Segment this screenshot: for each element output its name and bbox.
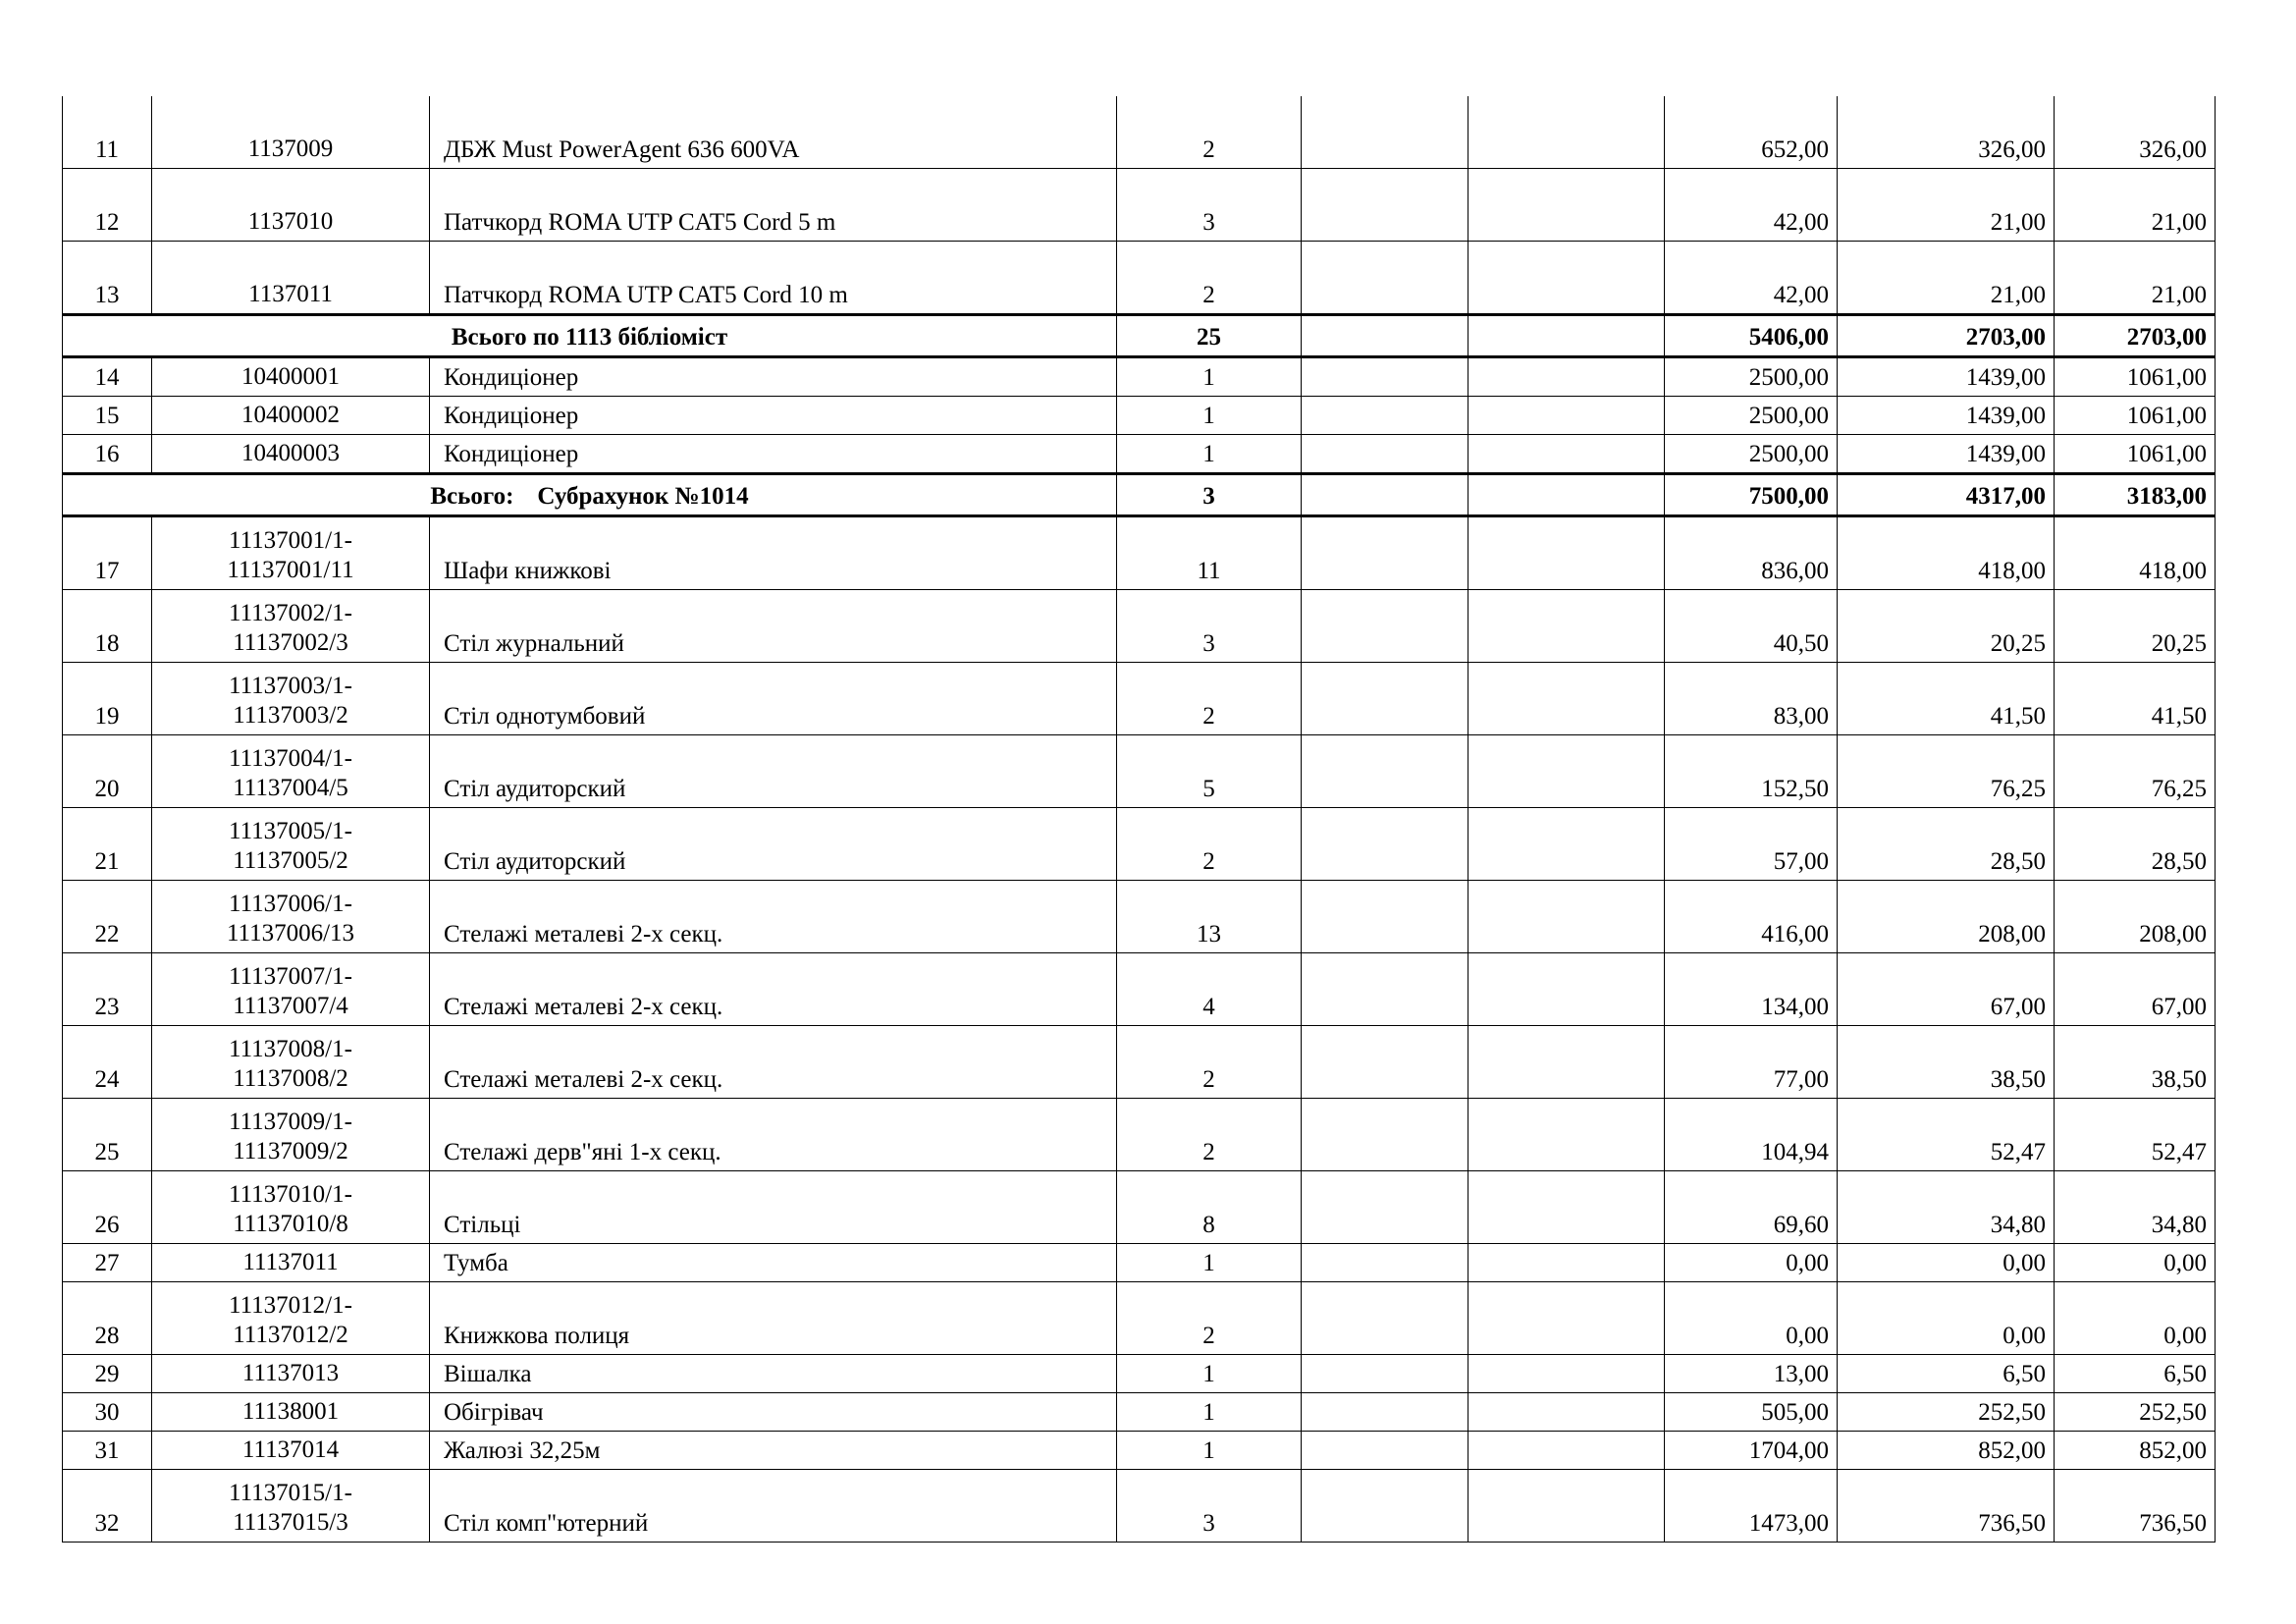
table-row bbox=[63, 881, 2216, 953]
initial-value: 69,60 bbox=[1665, 1171, 1838, 1244]
wear-value: 76,25 bbox=[1838, 735, 2055, 808]
empty-col5 bbox=[1302, 1432, 1468, 1470]
table-row bbox=[63, 242, 2216, 315]
empty-col6 bbox=[1468, 1393, 1665, 1432]
empty-col6 bbox=[1468, 242, 1665, 315]
inventory-code-line: 11137009/1- bbox=[229, 1109, 352, 1135]
subtotal-label bbox=[63, 474, 1117, 516]
residual-value: 67,00 bbox=[2055, 953, 2216, 1026]
wear-value: 41,50 bbox=[1838, 663, 2055, 735]
table-row bbox=[63, 1099, 2216, 1171]
item-quantity: 4 bbox=[1117, 953, 1302, 1026]
wear-value: 418,00 bbox=[1838, 516, 2055, 590]
table-row bbox=[63, 169, 2216, 242]
row-number: 28 bbox=[63, 1282, 152, 1355]
row-number: 27 bbox=[63, 1244, 152, 1282]
empty-col5 bbox=[1302, 516, 1468, 590]
inventory-code-line: 10400001 bbox=[241, 363, 340, 390]
table-row bbox=[63, 1355, 2216, 1393]
residual-value: 6,50 bbox=[2055, 1355, 2216, 1393]
empty-col6 bbox=[1468, 435, 1665, 474]
initial-value: 40,50 bbox=[1665, 590, 1838, 663]
initial-value: 134,00 bbox=[1665, 953, 1838, 1026]
inventory-code-line: 11137005/1- bbox=[229, 818, 352, 844]
empty-col6 bbox=[1468, 357, 1665, 397]
subtotal-wear-value: 2703,00 bbox=[1838, 315, 2055, 357]
item-name: Жалюзі 32,25м bbox=[430, 1432, 1117, 1470]
empty-col6 bbox=[1468, 1099, 1665, 1171]
wear-value: 21,00 bbox=[1838, 169, 2055, 242]
inventory-code-line: 11137012/2 bbox=[233, 1322, 348, 1348]
initial-value: 0,00 bbox=[1665, 1282, 1838, 1355]
initial-value: 152,50 bbox=[1665, 735, 1838, 808]
inventory-code-line: 11137004/5 bbox=[233, 775, 348, 801]
inventory-code-line: 1137010 bbox=[247, 208, 334, 235]
row-number: 18 bbox=[63, 590, 152, 663]
inventory-code-line: 11137002/3 bbox=[233, 629, 348, 656]
empty-col6 bbox=[1468, 1355, 1665, 1393]
initial-value: 13,00 bbox=[1665, 1355, 1838, 1393]
empty-col5 bbox=[1302, 1099, 1468, 1171]
wear-value: 736,50 bbox=[1838, 1470, 2055, 1543]
residual-value: 20,25 bbox=[2055, 590, 2216, 663]
table-row bbox=[63, 516, 2216, 590]
item-quantity: 8 bbox=[1117, 1171, 1302, 1244]
row-number: 19 bbox=[63, 663, 152, 735]
empty-col6 bbox=[1468, 808, 1665, 881]
item-quantity: 1 bbox=[1117, 397, 1302, 435]
subtotal-row bbox=[63, 315, 2216, 357]
item-quantity: 1 bbox=[1117, 1393, 1302, 1432]
inventory-code bbox=[152, 1099, 430, 1171]
residual-value: 34,80 bbox=[2055, 1171, 2216, 1244]
initial-value: 1473,00 bbox=[1665, 1470, 1838, 1543]
residual-value: 0,00 bbox=[2055, 1244, 2216, 1282]
initial-value: 42,00 bbox=[1665, 169, 1838, 242]
empty-col5 bbox=[1302, 1026, 1468, 1099]
inventory-code-line: 11137003/1- bbox=[229, 673, 352, 699]
initial-value: 0,00 bbox=[1665, 1244, 1838, 1282]
initial-value: 42,00 bbox=[1665, 242, 1838, 315]
item-quantity: 2 bbox=[1117, 242, 1302, 315]
item-name: ДБЖ Must PowerAgent 636 600VA bbox=[430, 96, 1117, 169]
subtotal-initial-value: 5406,00 bbox=[1665, 315, 1838, 357]
inventory-code-line: 11137002/1- bbox=[229, 600, 352, 626]
inventory-code bbox=[152, 1470, 430, 1543]
inventory-code-line: 1137011 bbox=[248, 281, 333, 307]
subtotal-label-main: Всього по 1113 бібліоміст bbox=[451, 324, 728, 351]
row-number: 30 bbox=[63, 1393, 152, 1432]
empty-col6 bbox=[1468, 1432, 1665, 1470]
item-name: Стіл аудиторский bbox=[430, 808, 1117, 881]
subtotal-empty-col6 bbox=[1468, 315, 1665, 357]
wear-value: 1439,00 bbox=[1838, 435, 2055, 474]
initial-value: 836,00 bbox=[1665, 516, 1838, 590]
inventory-code bbox=[152, 590, 430, 663]
inventory-code-line: 11137015/3 bbox=[233, 1509, 348, 1536]
empty-col5 bbox=[1302, 397, 1468, 435]
empty-col5 bbox=[1302, 735, 1468, 808]
subtotal-row bbox=[63, 474, 2216, 516]
item-quantity: 13 bbox=[1117, 881, 1302, 953]
residual-value: 252,50 bbox=[2055, 1393, 2216, 1432]
inventory-code bbox=[152, 357, 430, 397]
initial-value: 1704,00 bbox=[1665, 1432, 1838, 1470]
table-row bbox=[63, 1244, 2216, 1282]
item-name: Стелажі дерв"яні 1-х секц. bbox=[430, 1099, 1117, 1171]
wear-value: 1439,00 bbox=[1838, 397, 2055, 435]
row-number: 26 bbox=[63, 1171, 152, 1244]
item-quantity: 5 bbox=[1117, 735, 1302, 808]
empty-col6 bbox=[1468, 516, 1665, 590]
wear-value: 20,25 bbox=[1838, 590, 2055, 663]
item-quantity: 1 bbox=[1117, 1355, 1302, 1393]
item-name: Кондиціонер bbox=[430, 357, 1117, 397]
empty-col6 bbox=[1468, 169, 1665, 242]
row-number: 15 bbox=[63, 397, 152, 435]
inventory-code-line: 11137013 bbox=[241, 1360, 340, 1386]
inventory-code-line: 11138001 bbox=[241, 1398, 340, 1425]
empty-col5 bbox=[1302, 1282, 1468, 1355]
item-name: Стіл однотумбовий bbox=[430, 663, 1117, 735]
residual-value: 76,25 bbox=[2055, 735, 2216, 808]
wear-value: 52,47 bbox=[1838, 1099, 2055, 1171]
inventory-code bbox=[152, 435, 430, 474]
row-number: 23 bbox=[63, 953, 152, 1026]
empty-col6 bbox=[1468, 953, 1665, 1026]
inventory-code-line: 11137006/1- bbox=[229, 891, 352, 917]
residual-value: 208,00 bbox=[2055, 881, 2216, 953]
residual-value: 0,00 bbox=[2055, 1282, 2216, 1355]
item-quantity: 2 bbox=[1117, 96, 1302, 169]
inventory-code bbox=[152, 1355, 430, 1393]
subtotal-residual-value: 3183,00 bbox=[2055, 474, 2216, 516]
inventory-code bbox=[152, 1432, 430, 1470]
table-row bbox=[63, 1432, 2216, 1470]
item-name: Стіл аудиторский bbox=[430, 735, 1117, 808]
inventory-code-line: 10400003 bbox=[241, 440, 340, 466]
wear-value: 252,50 bbox=[1838, 1393, 2055, 1432]
inventory-code-line: 11137001/11 bbox=[227, 557, 354, 583]
row-number: 25 bbox=[63, 1099, 152, 1171]
residual-value: 52,47 bbox=[2055, 1099, 2216, 1171]
subtotal-empty-col5 bbox=[1302, 315, 1468, 357]
table-row bbox=[63, 808, 2216, 881]
item-name: Книжкова полиця bbox=[430, 1282, 1117, 1355]
empty-col5 bbox=[1302, 808, 1468, 881]
residual-value: 1061,00 bbox=[2055, 357, 2216, 397]
residual-value: 38,50 bbox=[2055, 1026, 2216, 1099]
row-number: 16 bbox=[63, 435, 152, 474]
inventory-code-line: 11137004/1- bbox=[229, 745, 352, 772]
initial-value: 2500,00 bbox=[1665, 397, 1838, 435]
initial-value: 2500,00 bbox=[1665, 435, 1838, 474]
inventory-code bbox=[152, 242, 430, 315]
item-name: Патчкорд ROMA UTP CAT5 Cord 10 m bbox=[430, 242, 1117, 315]
item-name: Стіл комп"ютерний bbox=[430, 1470, 1117, 1543]
item-name: Тумба bbox=[430, 1244, 1117, 1282]
empty-col5 bbox=[1302, 1355, 1468, 1393]
inventory-code bbox=[152, 663, 430, 735]
item-name: Кондиціонер bbox=[430, 397, 1117, 435]
empty-col5 bbox=[1302, 953, 1468, 1026]
inventory-code bbox=[152, 735, 430, 808]
empty-col6 bbox=[1468, 1470, 1665, 1543]
table-row bbox=[63, 590, 2216, 663]
inventory-code bbox=[152, 808, 430, 881]
residual-value: 1061,00 bbox=[2055, 435, 2216, 474]
subtotal-label-main: Всього: bbox=[430, 483, 514, 510]
inventory-code bbox=[152, 1282, 430, 1355]
item-quantity: 11 bbox=[1117, 516, 1302, 590]
item-name: Обігрівач bbox=[430, 1393, 1117, 1432]
residual-value: 28,50 bbox=[2055, 808, 2216, 881]
residual-value: 418,00 bbox=[2055, 516, 2216, 590]
empty-col5 bbox=[1302, 96, 1468, 169]
inventory-code-line: 11137010/1- bbox=[229, 1181, 352, 1208]
row-number: 29 bbox=[63, 1355, 152, 1393]
row-number: 21 bbox=[63, 808, 152, 881]
inventory-code-line: 11137008/2 bbox=[233, 1065, 348, 1092]
table-row bbox=[63, 1026, 2216, 1099]
table-row bbox=[63, 397, 2216, 435]
row-number: 13 bbox=[63, 242, 152, 315]
table-row bbox=[63, 1393, 2216, 1432]
item-name: Стільці bbox=[430, 1171, 1117, 1244]
row-number: 12 bbox=[63, 169, 152, 242]
empty-col5 bbox=[1302, 357, 1468, 397]
item-quantity: 2 bbox=[1117, 1282, 1302, 1355]
table-row bbox=[63, 1171, 2216, 1244]
item-name: Стелажі металеві 2-х секц. bbox=[430, 953, 1117, 1026]
item-quantity: 3 bbox=[1117, 1470, 1302, 1543]
empty-col5 bbox=[1302, 1171, 1468, 1244]
inventory-code-line: 11137005/2 bbox=[233, 847, 348, 874]
item-quantity: 3 bbox=[1117, 169, 1302, 242]
item-quantity: 1 bbox=[1117, 1432, 1302, 1470]
empty-col5 bbox=[1302, 1470, 1468, 1543]
wear-value: 67,00 bbox=[1838, 953, 2055, 1026]
table-row bbox=[63, 1282, 2216, 1355]
empty-col5 bbox=[1302, 242, 1468, 315]
inventory-code-line: 11137007/1- bbox=[229, 963, 352, 990]
empty-col5 bbox=[1302, 1393, 1468, 1432]
subtotal-residual-value: 2703,00 bbox=[2055, 315, 2216, 357]
item-quantity: 1 bbox=[1117, 435, 1302, 474]
inventory-table bbox=[62, 96, 2216, 1543]
empty-col6 bbox=[1468, 590, 1665, 663]
wear-value: 21,00 bbox=[1838, 242, 2055, 315]
empty-col5 bbox=[1302, 169, 1468, 242]
inventory-code-line: 11137003/2 bbox=[233, 702, 348, 729]
inventory-code-line: 11137008/1- bbox=[229, 1036, 352, 1062]
item-quantity: 1 bbox=[1117, 357, 1302, 397]
inventory-code-line: 11137001/1- bbox=[229, 527, 352, 554]
item-name: Стелажі металеві 2-х секц. bbox=[430, 881, 1117, 953]
residual-value: 326,00 bbox=[2055, 96, 2216, 169]
empty-col6 bbox=[1468, 663, 1665, 735]
empty-col6 bbox=[1468, 397, 1665, 435]
subtotal-empty-col5 bbox=[1302, 474, 1468, 516]
subtotal-label-account: Субрахунок №1014 bbox=[537, 483, 749, 510]
residual-value: 21,00 bbox=[2055, 169, 2216, 242]
empty-col5 bbox=[1302, 435, 1468, 474]
residual-value: 736,50 bbox=[2055, 1470, 2216, 1543]
empty-col6 bbox=[1468, 1026, 1665, 1099]
empty-col5 bbox=[1302, 663, 1468, 735]
residual-value: 1061,00 bbox=[2055, 397, 2216, 435]
empty-col5 bbox=[1302, 590, 1468, 663]
table-row bbox=[63, 96, 2216, 169]
initial-value: 652,00 bbox=[1665, 96, 1838, 169]
table-row bbox=[63, 735, 2216, 808]
row-number: 14 bbox=[63, 357, 152, 397]
wear-value: 6,50 bbox=[1838, 1355, 2055, 1393]
inventory-code-line: 11137006/13 bbox=[226, 920, 355, 947]
item-name: Патчкорд ROMA UTP CAT5 Cord 5 m bbox=[430, 169, 1117, 242]
empty-col5 bbox=[1302, 1244, 1468, 1282]
row-number: 31 bbox=[63, 1432, 152, 1470]
row-number: 32 bbox=[63, 1470, 152, 1543]
empty-col6 bbox=[1468, 881, 1665, 953]
inventory-code-line: 10400002 bbox=[241, 402, 340, 428]
item-name: Вішалка bbox=[430, 1355, 1117, 1393]
subtotal-quantity: 3 bbox=[1117, 474, 1302, 516]
table-row bbox=[63, 435, 2216, 474]
subtotal-quantity: 25 bbox=[1117, 315, 1302, 357]
row-number: 20 bbox=[63, 735, 152, 808]
inventory-code bbox=[152, 397, 430, 435]
wear-value: 0,00 bbox=[1838, 1244, 2055, 1282]
wear-value: 208,00 bbox=[1838, 881, 2055, 953]
residual-value: 852,00 bbox=[2055, 1432, 2216, 1470]
inventory-code-line: 11137007/4 bbox=[233, 993, 348, 1019]
inventory-code bbox=[152, 96, 430, 169]
initial-value: 104,94 bbox=[1665, 1099, 1838, 1171]
row-number: 11 bbox=[63, 96, 152, 169]
wear-value: 0,00 bbox=[1838, 1282, 2055, 1355]
subtotal-initial-value: 7500,00 bbox=[1665, 474, 1838, 516]
inventory-code-line: 11137014 bbox=[241, 1436, 340, 1463]
empty-col6 bbox=[1468, 735, 1665, 808]
wear-value: 38,50 bbox=[1838, 1026, 2055, 1099]
inventory-code bbox=[152, 169, 430, 242]
row-number: 22 bbox=[63, 881, 152, 953]
empty-col6 bbox=[1468, 1282, 1665, 1355]
table-row bbox=[63, 357, 2216, 397]
item-name: Стіл журнальний bbox=[430, 590, 1117, 663]
table-row bbox=[63, 663, 2216, 735]
wear-value: 326,00 bbox=[1838, 96, 2055, 169]
residual-value: 41,50 bbox=[2055, 663, 2216, 735]
initial-value: 83,00 bbox=[1665, 663, 1838, 735]
empty-col5 bbox=[1302, 881, 1468, 953]
item-name: Шафи книжкові bbox=[430, 516, 1117, 590]
inventory-code-line: 11137015/1- bbox=[229, 1480, 352, 1506]
inventory-code-line: 11137010/8 bbox=[233, 1211, 348, 1237]
residual-value: 21,00 bbox=[2055, 242, 2216, 315]
empty-col6 bbox=[1468, 1244, 1665, 1282]
row-number: 17 bbox=[63, 516, 152, 590]
row-number: 24 bbox=[63, 1026, 152, 1099]
subtotal-empty-col6 bbox=[1468, 474, 1665, 516]
inventory-code-line: 11137012/1- bbox=[229, 1292, 352, 1319]
item-quantity: 2 bbox=[1117, 1099, 1302, 1171]
wear-value: 28,50 bbox=[1838, 808, 2055, 881]
item-quantity: 3 bbox=[1117, 590, 1302, 663]
item-name: Стелажі металеві 2-х секц. bbox=[430, 1026, 1117, 1099]
inventory-code bbox=[152, 953, 430, 1026]
initial-value: 77,00 bbox=[1665, 1026, 1838, 1099]
empty-col6 bbox=[1468, 96, 1665, 169]
inventory-code bbox=[152, 1244, 430, 1282]
inventory-code-line: 1137009 bbox=[247, 135, 334, 162]
inventory-code bbox=[152, 1393, 430, 1432]
inventory-code-line: 11137009/2 bbox=[233, 1138, 348, 1164]
item-quantity: 1 bbox=[1117, 1244, 1302, 1282]
inventory-code bbox=[152, 1171, 430, 1244]
item-quantity: 2 bbox=[1117, 808, 1302, 881]
empty-col6 bbox=[1468, 1171, 1665, 1244]
table-row bbox=[63, 1470, 2216, 1543]
wear-value: 852,00 bbox=[1838, 1432, 2055, 1470]
subtotal-wear-value: 4317,00 bbox=[1838, 474, 2055, 516]
inventory-code bbox=[152, 881, 430, 953]
initial-value: 416,00 bbox=[1665, 881, 1838, 953]
inventory-code-line: 11137011 bbox=[242, 1249, 339, 1275]
subtotal-label bbox=[63, 315, 1117, 357]
table-row bbox=[63, 953, 2216, 1026]
item-name: Кондиціонер bbox=[430, 435, 1117, 474]
initial-value: 57,00 bbox=[1665, 808, 1838, 881]
item-quantity: 2 bbox=[1117, 663, 1302, 735]
inventory-code bbox=[152, 516, 430, 590]
wear-value: 34,80 bbox=[1838, 1171, 2055, 1244]
inventory-code bbox=[152, 1026, 430, 1099]
initial-value: 505,00 bbox=[1665, 1393, 1838, 1432]
item-quantity: 2 bbox=[1117, 1026, 1302, 1099]
initial-value: 2500,00 bbox=[1665, 357, 1838, 397]
wear-value: 1439,00 bbox=[1838, 357, 2055, 397]
